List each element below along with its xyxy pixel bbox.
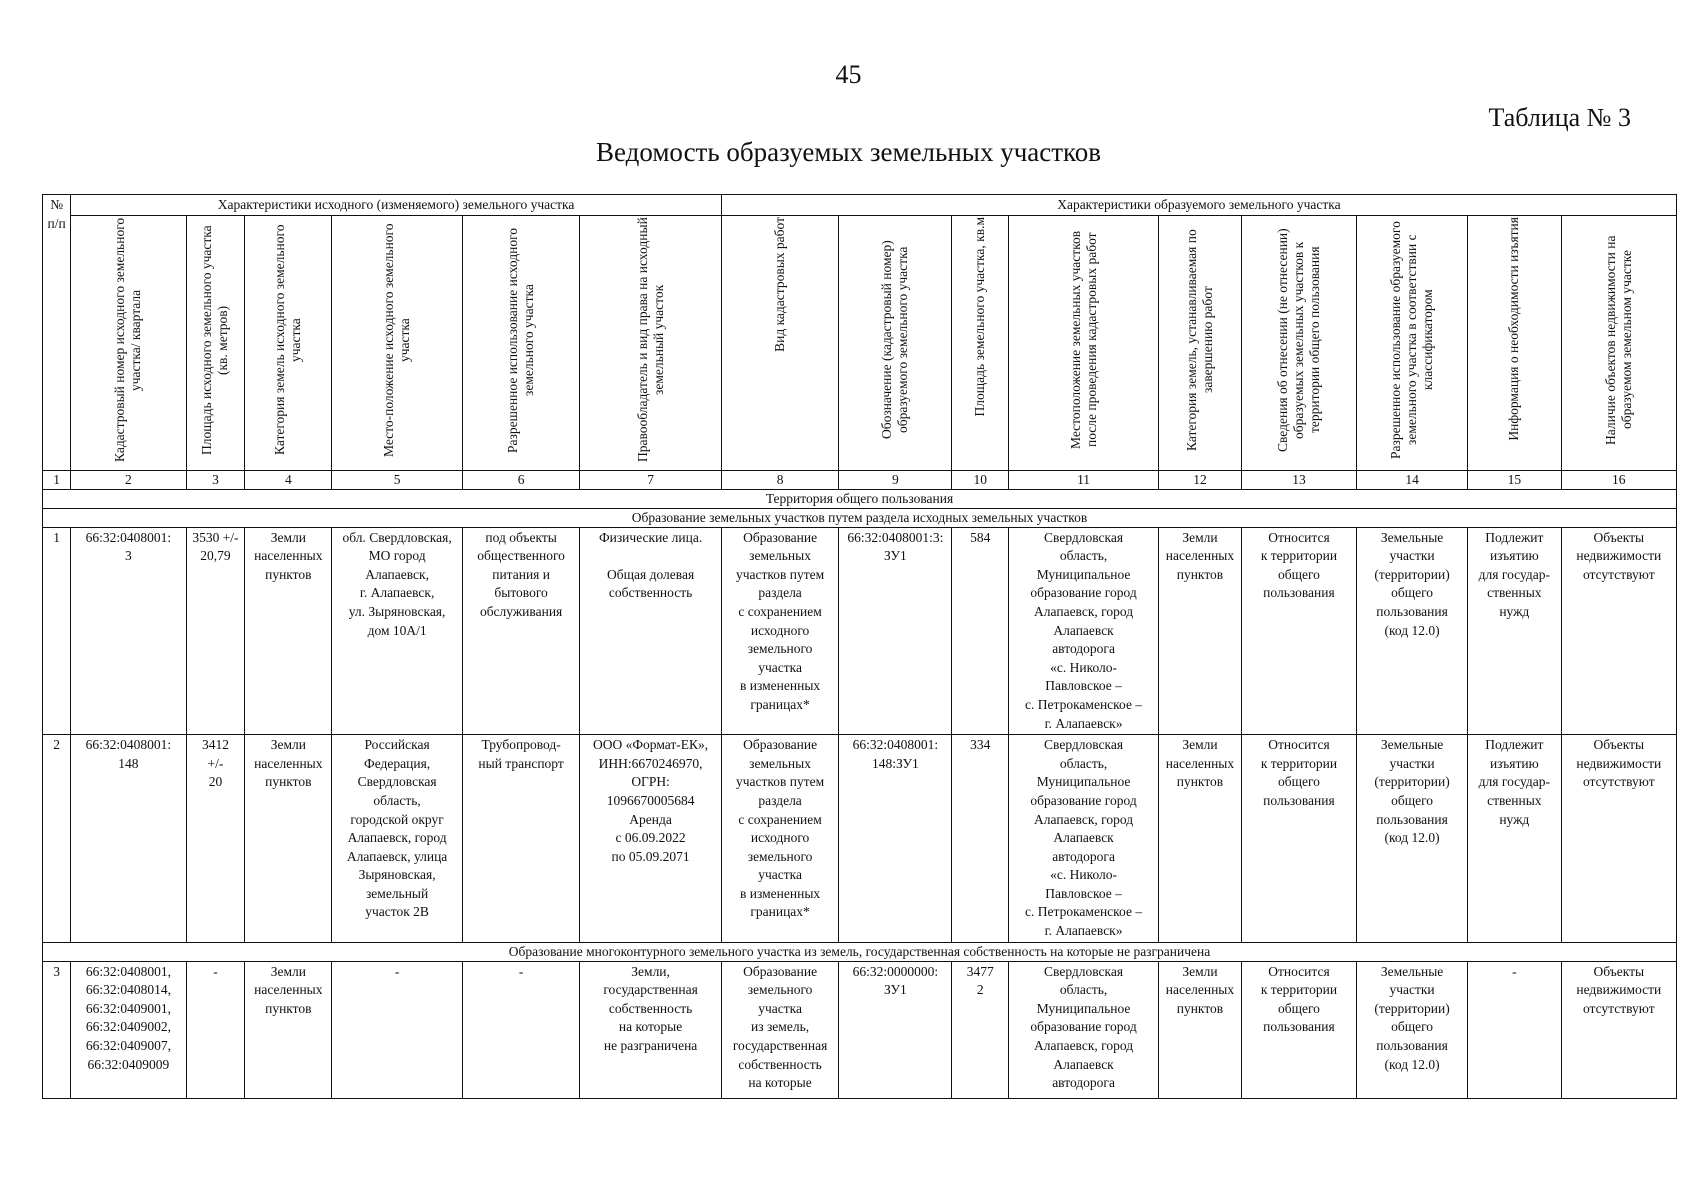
column-header: Место-положение исходного земельного участка: [332, 216, 463, 471]
cell-category: Земли населенных пунктов: [245, 527, 332, 735]
column-header: Наличие объектов недвижимости на образуемом земельном участке: [1561, 216, 1676, 471]
header-group-new: Характеристики образуемого земельного участка: [721, 195, 1676, 216]
cell-owner: Земли, государственная собственность на которые не разграничена: [580, 961, 722, 1098]
cell-num: 2: [43, 735, 71, 943]
cell-public-info: Относится к территории общего пользования: [1241, 961, 1356, 1098]
cell-work: Образование земельных участков путем раздела с сохранением исходного земельного участка в измененных границах*: [721, 527, 838, 735]
cell-category: Земли населенных пунктов: [245, 961, 332, 1098]
column-number: 3: [186, 470, 245, 489]
table-label: Таблица № 3: [1488, 103, 1631, 132]
column-header: Кадастровый номер исходного земельного участка/ квартала: [71, 216, 186, 471]
cell-owner: ООО «Формат-ЕК», ИНН:6670246970, ОГРН: 1096670005684 Аренда с 06.09.2022 по 05.09.2071: [580, 735, 722, 943]
header-num: № п/п: [43, 195, 71, 471]
column-header: Категория земель, устанавливаемая по завершению работ: [1159, 216, 1242, 471]
cell-use: Трубопровод- ный транспорт: [462, 735, 579, 943]
cell-new-category: Земли населенных пунктов: [1159, 961, 1242, 1098]
section-heading-multi: Образование многоконтурного земельного участка из земель, государственная собственность на которые не разграничена: [43, 942, 1677, 961]
page-number: 45: [835, 60, 862, 89]
cell-seizure: -: [1468, 961, 1562, 1098]
cell-new-area: 3477 2: [952, 961, 1009, 1098]
column-number: 14: [1357, 470, 1468, 489]
column-number: 13: [1241, 470, 1356, 489]
cell-use: -: [462, 961, 579, 1098]
cell-new-location: Свердловская область, Муниципальное образование город Алапаевск, город Алапаевск автодорога «с. Николо- Павловское – с. Петрокаменское – г. Алапаевск»: [1009, 527, 1159, 735]
column-number: 16: [1561, 470, 1676, 489]
cell-new-category: Земли населенных пунктов: [1159, 735, 1242, 943]
cell-objects: Объекты недвижимости отсутствуют: [1561, 961, 1676, 1098]
cell-new-category: Земли населенных пунктов: [1159, 527, 1242, 735]
column-header: Местоположение земельных участков после проведения кадастровых работ: [1009, 216, 1159, 471]
cell-new-area: 334: [952, 735, 1009, 943]
cell-designation: 66:32:0000000: ЗУ1: [839, 961, 952, 1098]
document-title: Ведомость образуемых земельных участков: [595, 137, 1102, 167]
cell-new-use: Земельные участки (территории) общего пользования (код 12.0): [1357, 527, 1468, 735]
column-header: Правообладатель и вид права на исходный земельный участок: [580, 216, 722, 471]
column-header: Сведения об отнесении (не отнесении) образуемых земельных участков к территории общего пользования: [1241, 216, 1356, 471]
cell-seizure: Подлежит изъятию для государ- ственных нужд: [1468, 735, 1562, 943]
cell-new-location: Свердловская область, Муниципальное образование город Алапаевск, город Алапаевск автодорога: [1009, 961, 1159, 1098]
cell-area: 3530 +/- 20,79: [186, 527, 245, 735]
column-number: 11: [1009, 470, 1159, 489]
column-header: Разрешенное использование исходного земельного участка: [462, 216, 579, 471]
cell-cadastral: 66:32:0408001, 66:32:0408014, 66:32:0409001, 66:32:0409002, 66:32:0409007, 66:32:0409009: [71, 961, 186, 1098]
column-header: Площадь земельного участка, кв.м: [952, 216, 1009, 471]
cell-area: -: [186, 961, 245, 1098]
column-header: Обозначение (кадастровый номер) образуемого земельного участка: [839, 216, 952, 471]
column-number: 1: [43, 470, 71, 489]
column-header: Информация о необходимости изъятия: [1468, 216, 1562, 471]
cell-category: Земли населенных пунктов: [245, 735, 332, 943]
cell-area: 3412 +/- 20: [186, 735, 245, 943]
cell-cadastral: 66:32:0408001: 3: [71, 527, 186, 735]
cell-public-info: Относится к территории общего пользования: [1241, 527, 1356, 735]
land-plots-table: [42, 194, 1677, 1099]
column-number: 6: [462, 470, 579, 489]
column-number: 15: [1468, 470, 1562, 489]
cell-num: 3: [43, 961, 71, 1098]
column-header: Вид кадастровых работ: [721, 216, 838, 471]
section-heading-territory: Территория общего пользования: [43, 489, 1677, 508]
column-header: Разрешенное использование образуемого земельного участка в соответствии с классификатором: [1357, 216, 1468, 471]
column-number: 7: [580, 470, 722, 489]
cell-seizure: Подлежит изъятию для государ- ственных нужд: [1468, 527, 1562, 735]
cell-owner: Физические лица. Общая долевая собственность: [580, 527, 722, 735]
cell-designation: 66:32:0408001: 148:ЗУ1: [839, 735, 952, 943]
cell-new-area: 584: [952, 527, 1009, 735]
cell-cadastral: 66:32:0408001: 148: [71, 735, 186, 943]
column-number: 2: [71, 470, 186, 489]
column-number: 5: [332, 470, 463, 489]
table-row: [43, 961, 1677, 1098]
column-header: Категория земель исходного земельного участка: [245, 216, 332, 471]
column-number: 10: [952, 470, 1009, 489]
table-row: [43, 735, 1677, 943]
column-number: 4: [245, 470, 332, 489]
cell-location: Российская Федерация, Свердловская область, городской округ Алапаевск, город Алапаевск, улица Зыряновская, земельный участок 2В: [332, 735, 463, 943]
table-row: [43, 527, 1677, 735]
cell-objects: Объекты недвижимости отсутствуют: [1561, 527, 1676, 735]
column-number: 12: [1159, 470, 1242, 489]
column-number: 8: [721, 470, 838, 489]
cell-location: -: [332, 961, 463, 1098]
cell-objects: Объекты недвижимости отсутствуют: [1561, 735, 1676, 943]
cell-work: Образование земельных участков путем раздела с сохранением исходного земельного участка в измененных границах*: [721, 735, 838, 943]
cell-location: обл. Свердловская, МО город Алапаевск, г. Алапаевск, ул. Зыряновская, дом 10А/1: [332, 527, 463, 735]
section-heading-split: Образование земельных участков путем раздела исходных земельных участков: [43, 508, 1677, 527]
column-number-row: [43, 470, 1677, 489]
cell-public-info: Относится к территории общего пользования: [1241, 735, 1356, 943]
cell-num: 1: [43, 527, 71, 735]
column-header: Площадь исходного земельного участка (кв. метров): [186, 216, 245, 471]
cell-designation: 66:32:0408001:3: ЗУ1: [839, 527, 952, 735]
cell-new-location: Свердловская область, Муниципальное образование город Алапаевск, город Алапаевск автодорога «с. Николо- Павловское – с. Петрокаменское – г. Алапаевск»: [1009, 735, 1159, 943]
cell-work: Образование земельного участка из земель, государственная собственность на которые: [721, 961, 838, 1098]
cell-use: под объекты общественного питания и бытового обслуживания: [462, 527, 579, 735]
cell-new-use: Земельные участки (территории) общего пользования (код 12.0): [1357, 735, 1468, 943]
column-number: 9: [839, 470, 952, 489]
cell-new-use: Земельные участки (территории) общего пользования (код 12.0): [1357, 961, 1468, 1098]
header-group-source: Характеристики исходного (изменяемого) земельного участка: [71, 195, 722, 216]
